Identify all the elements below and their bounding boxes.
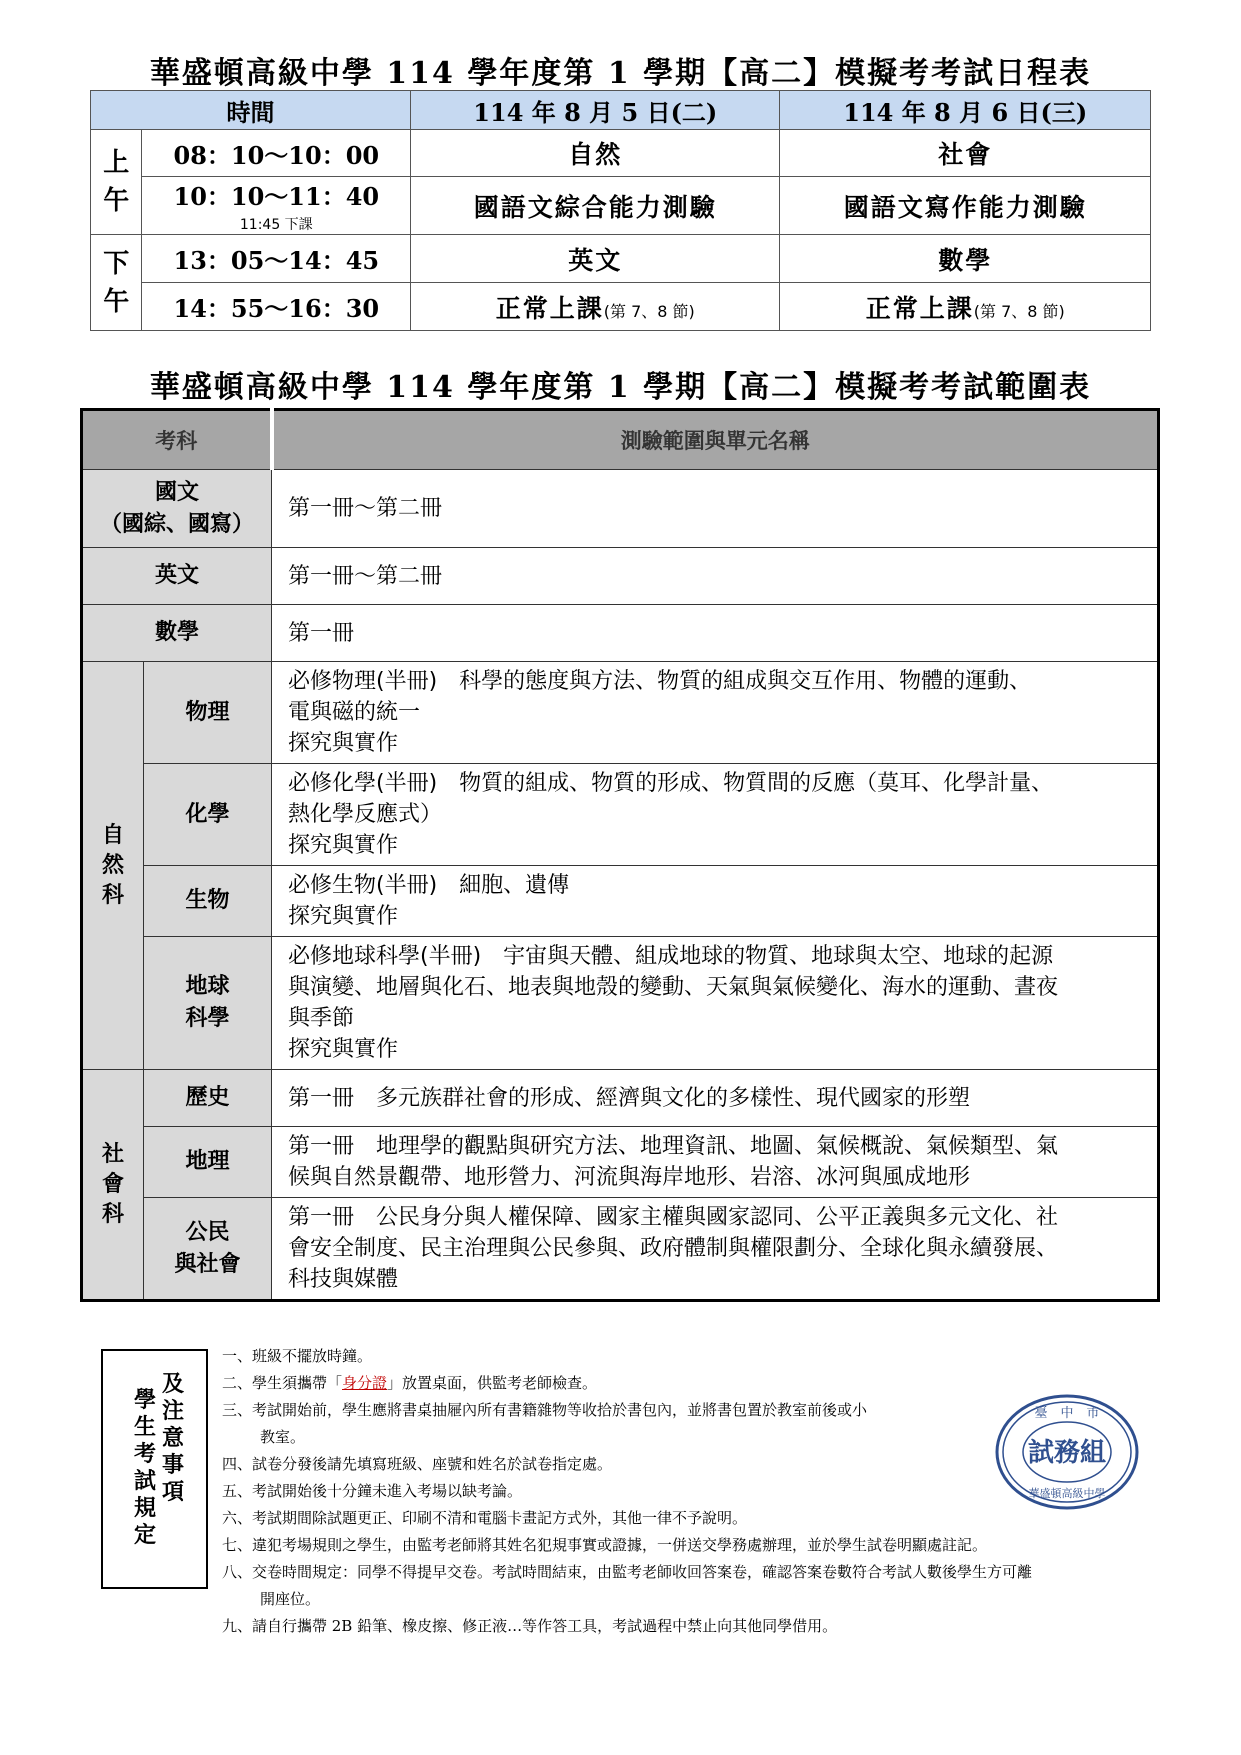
scope-header-row <box>82 410 1159 470</box>
time-cell: 13：05～14：45 <box>142 235 411 283</box>
subject-note: (第 7、8 節) <box>603 301 695 321</box>
schedule-row <box>91 177 1151 235</box>
scope-row <box>82 937 1159 1070</box>
range-line: 探究與實作 <box>288 1037 399 1062</box>
subject-name-line: 地球 <box>185 974 230 999</box>
range-content: 第一冊～第二冊 <box>272 470 1159 548</box>
range-line: 與演變、地層與化石、地表與地殼的變動、天氣與氣候變化、海水的運動、晝夜 <box>288 975 1059 1000</box>
schedule-header-day1: 114 年 8 月 5 日(二) <box>411 91 780 130</box>
subject-name <box>144 937 272 1070</box>
range-content <box>272 866 1159 937</box>
subject-name-line: 與社會 <box>174 1251 241 1277</box>
rule-item: 五、考試開始後十分鐘未進入考場以缺考論。 <box>222 1482 523 1500</box>
period-pm <box>91 235 142 331</box>
rules-box <box>101 1349 208 1589</box>
subject-name: 英文 <box>82 548 272 605</box>
subject-note: (第 7、8 節) <box>973 301 1065 321</box>
scope-header-subject: 考科 <box>82 410 272 470</box>
scope-header-range: 測驗範圍與單元名稱 <box>272 410 1159 470</box>
subject-cell: 英文 <box>411 235 780 283</box>
group-social-label: 社會科 <box>101 1141 124 1227</box>
range-content <box>272 662 1159 764</box>
range-content <box>272 937 1159 1070</box>
time-cell: 14：55～16：30 <box>142 283 411 331</box>
range-line: 必修地球科學(半冊) 宇宙與天體、組成地球的物質、地球與太空、地球的起源 <box>288 944 1054 969</box>
range-line: 探究與實作 <box>288 833 399 858</box>
range-line: 第一冊 公民身分與人權保障、國家主權與國家認同、公平正義與多元文化、社 <box>288 1205 1059 1230</box>
range-line: 探究與實作 <box>288 731 399 756</box>
scope-table <box>80 408 1160 1302</box>
id-card-highlight: 身分證 <box>342 1374 388 1392</box>
subject-cell: 國語文寫作能力測驗 <box>780 177 1151 235</box>
range-content <box>272 1198 1159 1301</box>
subject-name: 化學 <box>144 764 272 866</box>
range-line: 科技與媒體 <box>288 1267 399 1292</box>
subject-name: 物理 <box>144 662 272 764</box>
subject-name-line: （國綜、國寫） <box>99 511 254 537</box>
rule-item: 四、試卷分發後請先填寫班級、座號和姓名於試卷指定處。 <box>222 1455 613 1473</box>
subject-name: 地理 <box>144 1127 272 1198</box>
range-line: 熱化學反應式） <box>288 802 443 827</box>
scope-title: 華盛頓高級中學 114 學年度第 1 學期【高二】模擬考考試範圍表 <box>149 370 1092 405</box>
subject-text: 正常上課 <box>495 293 604 323</box>
schedule-table <box>90 90 1151 331</box>
subject-name-line: 科學 <box>185 1006 230 1031</box>
rule-text: 二、學生須攜帶「 <box>222 1374 343 1392</box>
scope-row <box>82 866 1159 937</box>
range-line: 第一冊 地理學的觀點與研究方法、地理資訊、地圖、氣候概說、氣候類型、氣 <box>288 1134 1059 1159</box>
seal-bottom-text: 華盛頓高級中學 <box>1028 1487 1106 1500</box>
subject-name-line: 國文 <box>154 479 199 505</box>
subject-text: 正常上課 <box>865 293 974 323</box>
rules-box-subtitle: 及注意事項 <box>161 1371 184 1505</box>
group-science <box>82 662 144 1070</box>
rule-item: 六、考試期間除試題更正、印刷不清和電腦卡畫記方式外，其他一律不予說明。 <box>222 1509 748 1527</box>
schedule-row <box>91 283 1151 331</box>
range-line: 第一冊 多元族群社會的形成、經濟與文化的多樣性、現代國家的形塑 <box>288 1085 971 1111</box>
range-content: 第一冊～第二冊 <box>272 548 1159 605</box>
rules-box-title: 學生考試規定 <box>133 1387 156 1548</box>
range-line: 必修化學(半冊) 物質的組成、物質的形成、物質間的反應（莫耳、化學計量、 <box>288 771 1054 796</box>
group-science-label: 自然科 <box>101 822 124 908</box>
subject-name-line: 公民 <box>185 1219 230 1245</box>
time-note: 11:45 下課 <box>239 217 313 233</box>
subject-cell <box>780 283 1151 331</box>
schedule-row <box>91 235 1151 283</box>
period-am <box>91 130 142 235</box>
rule-item: 七、違犯考場規則之學生，由監考老師將其姓名犯規事實或證據，一併送交學務處辦理，並於學生試卷明顯處註記。 <box>222 1536 988 1554</box>
subject-cell: 國語文綜合能力測驗 <box>411 177 780 235</box>
period-am-label: 上午 <box>103 148 130 216</box>
subject-name: 數學 <box>82 605 272 662</box>
range-line: 電與磁的統一 <box>288 700 421 725</box>
subject-cell <box>411 283 780 331</box>
range-content <box>272 1070 1159 1127</box>
scope-row <box>82 662 1159 764</box>
range-content <box>272 764 1159 866</box>
range-line: 探究與實作 <box>288 904 399 929</box>
range-line: 會安全制度、民主治理與公民參與、政府體制與權限劃分、全球化與永續發展、 <box>288 1236 1059 1261</box>
office-seal-icon <box>994 1393 1140 1511</box>
time-text: 10：10～11：40 <box>173 182 380 211</box>
seal-top-text: 臺 中 市 <box>1034 1406 1100 1421</box>
schedule-header-row <box>91 91 1151 130</box>
scope-row <box>82 764 1159 866</box>
scope-row <box>82 548 1159 605</box>
range-line: 必修生物(半冊) 細胞、遺傳 <box>288 873 570 898</box>
rule-text: 」放置桌面，供監考老師檢查。 <box>387 1374 598 1392</box>
scope-row <box>82 1198 1159 1301</box>
schedule-title: 華盛頓高級中學 114 學年度第 1 學期【高二】模擬考考試日程表 <box>149 56 1092 91</box>
rule-item: 九、請自行攜帶 2B 鉛筆、橡皮擦、修正液…等作答工具，考試過程中禁止向其他同學借用。 <box>222 1617 838 1635</box>
schedule-row <box>91 130 1151 177</box>
subject-name <box>82 470 272 548</box>
range-line: 必修物理(半冊) 科學的態度與方法、物質的組成與交互作用、物體的運動、 <box>288 669 1032 694</box>
subject-cell: 自然 <box>411 130 780 177</box>
subject-name: 歷史 <box>144 1070 272 1127</box>
scope-row <box>82 605 1159 662</box>
period-pm-label: 下午 <box>103 248 130 317</box>
seal-center-text: 試務組 <box>1027 1438 1107 1468</box>
scope-row <box>82 1127 1159 1198</box>
rule-item-cont: 教室。 <box>260 1428 306 1446</box>
range-content <box>272 1127 1159 1198</box>
rule-item: 三、考試開始前，學生應將書桌抽屜內所有書籍雜物等收拾於書包內，並將書包置於教室前後或小 <box>222 1401 868 1419</box>
time-cell <box>142 177 411 235</box>
rule-item: 一、班級不擺放時鐘。 <box>222 1347 373 1365</box>
subject-cell: 數學 <box>780 235 1151 283</box>
schedule-header-day2: 114 年 8 月 6 日(三) <box>780 91 1151 130</box>
subject-cell: 社會 <box>780 130 1151 177</box>
range-line: 與季節 <box>288 1006 355 1031</box>
schedule-header-time: 時間 <box>91 91 411 130</box>
scope-row <box>82 1070 1159 1127</box>
range-line: 候與自然景觀帶、地形營力、河流與海岸地形、岩溶、冰河與風成地形 <box>288 1165 971 1190</box>
group-social <box>82 1070 144 1301</box>
scope-row <box>82 470 1159 548</box>
subject-name <box>144 1198 272 1301</box>
subject-name: 生物 <box>144 866 272 937</box>
time-cell: 08：10～10：00 <box>142 130 411 177</box>
range-content: 第一冊 <box>272 605 1159 662</box>
rule-item: 八、交卷時間規定：同學不得提早交卷。考試時間結束，由監考老師收回答案卷，確認答案卷數符合考試人數後學生方可離 <box>222 1563 1033 1581</box>
rule-item-cont: 開座位。 <box>260 1590 321 1608</box>
